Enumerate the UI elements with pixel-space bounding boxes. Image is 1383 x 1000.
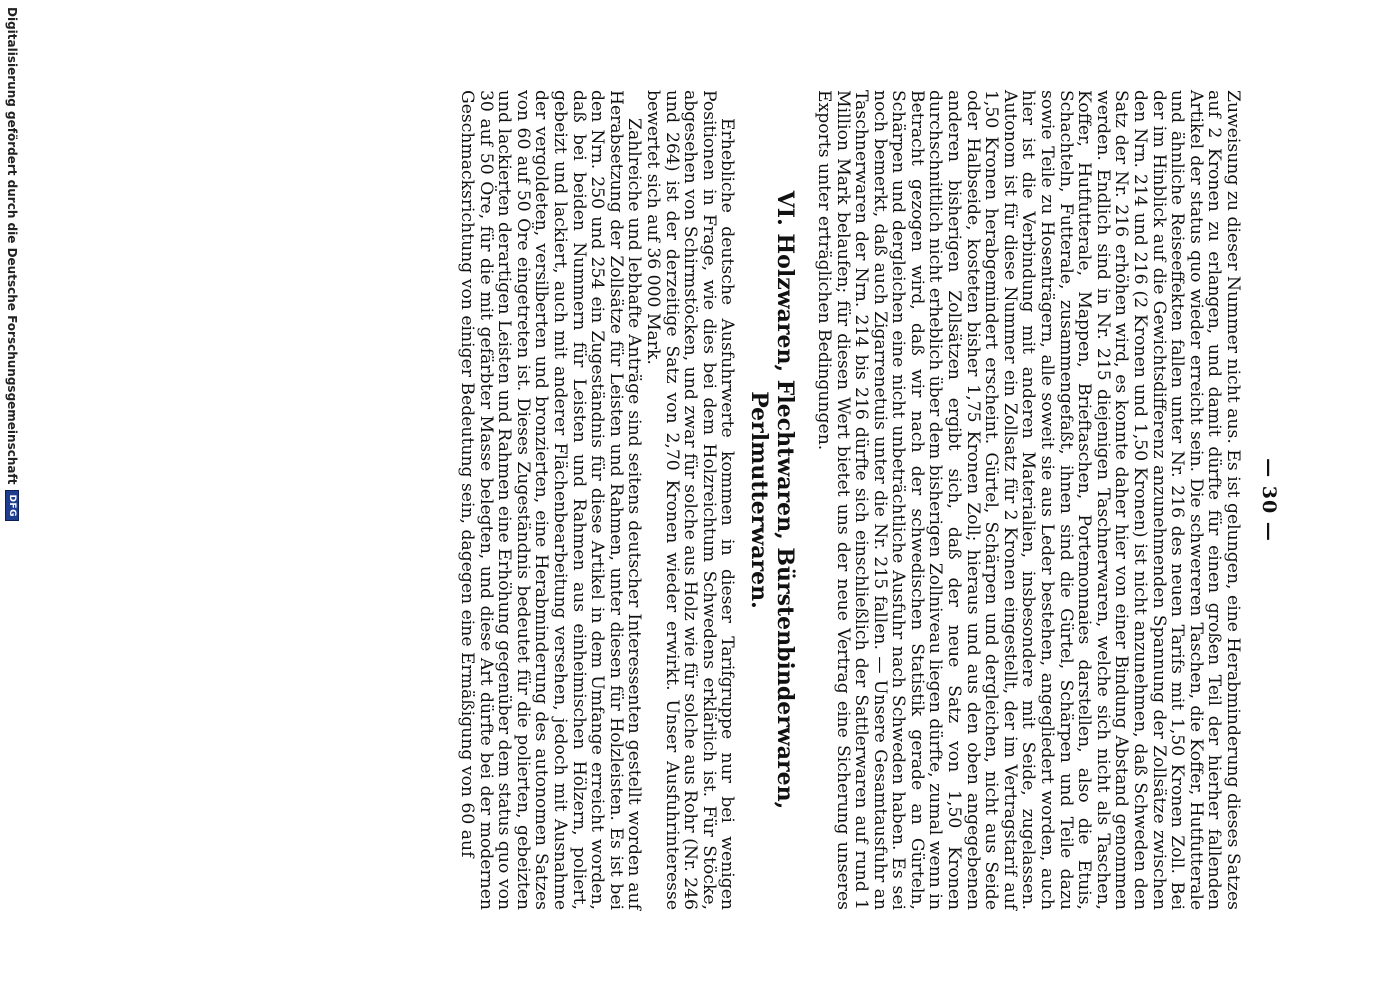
digitization-footer: [0, 0, 22, 1000]
footer-text: Digitalisierung gefördert durch die Deutsche Forschungsgemeinschaft: [5, 7, 19, 485]
page-number: — 30 —: [1258, 458, 1280, 542]
section-heading-line-1: VI. Holzwaren, Flechtwaren, Bürstenbinderwaren,: [772, 190, 799, 810]
section-heading-line-2: Perlmutterwaren.: [746, 391, 773, 609]
paragraph-taschnerwaren: Zuweisung zu dieser Nummer nicht aus. Es ist gelungen, eine Herabminderung dieses Satzes auf 2 Kronen zu erlangen, und damit dürfte für einen großen Teil der hierher fallenden Artikel der status quo wieder erreicht sein. Die schwereren Taschen, die Koffer, Hutfutterale und ähnliche Reiseeffekten fallen unter Nr. 216 des neuen Tarifs mit 1,50 Kronen Zoll. Bei der im Hinblick auf die Gewichtsdifferenz anzunehmenden Spannung der Zollsätze zwischen den Nrn. 214 und 216 (2 Kronen und 1,50 Kronen) ist nicht anzunehmen, daß Schweden den Satz der Nr. 216 erhöhen wird, es konnte daher hier von einer Bindung Abstand genommen werden. Endlich sind in Nr. 215 diejenigen Taschnerwaren, welche sich nicht als Taschen, Koffer, Hutfutterale, Mappen, Brieftaschen, Portemonnaies darstellen, also die Etuis, Schachteln, Futterale, zusammengefaßt, ihnen sind die Gürtel, Schärpen und Teile dazu sowie Teile zu Hosenträgern, alle soweit sie aus Leder bestehen, angegliedert worden, auch hier ist die Verbindung mit anderen Materialien, insbesondere mit Seide, zugelassen. Autonom ist für diese Nummer ein Zollsatz für 2 Kronen eingestellt, der im Vertragstarif auf 1,50 Kronen herabgemindert erscheint. Gürtel, Schärpen und dergleichen, nicht aus Seide oder Halbseide, kosteten bisher 1,75 Kronen Zoll; hieraus und aus den oben angegebenen anderen bisherigen Zollsätzen ergibt sich, daß der neue Satz von 1,50 Kronen durchschnittlich nicht erheblich über dem bisherigen Zollniveau liegen dürfte, zumal wenn in Betracht gezogen wird, daß wir nach der schwedischen Statistik gerade an Gürteln, Schärpen und dergleichen eine nicht unbeträchtliche Ausfuhr nach Schweden haben. Es sei noch bemerkt, daß auch Zigarrenetuis unter die Nr. 215 fallen. — Unsere Gesamtausfuhr an Taschnerwaren der Nrn. 214 bis 216 dürfte sich einschließlich der Sattlerwaren auf rund 1 Million Mark belaufen; für diesen Wert bietet uns der neue Vertrag eine Sicherung unseres Exports unter erträglichen Bedingungen.: [813, 90, 1243, 910]
document-page: [150, 90, 1280, 910]
paragraph-holzwaren-intro: Erhebliche deutsche Ausfuhrwerte kommen in dieser Tarifgruppe nur bei wenigen Positionen in Frage, wie dies bei dem Holzreichtum Schwedens erklärlich ist. Für Stöcke, abgesehen von Schirmstöcken, und zwar für solche aus Holz wie für solche aus Rohr (Nr. 246 und 264) ist der derzeitige Satz von 2,70 Kronen wieder erwirkt. Unser Ausfuhrinteresse bewertet sich auf 36 000 Mark.: [642, 90, 738, 910]
section-heading: [746, 90, 798, 910]
dfg-logo-icon: DFG: [5, 490, 19, 521]
paragraph-leisten-rahmen: Zahlreiche und lebhafte Anträge sind seitens deutscher Interessenten gestellt worden auf Herabsetzung der Zollsätze für Leisten und Rahmen, unter diesen für Holzleisten. Es ist bei den Nrn. 250 und 254 ein Zugeständnis für diese Artikel in dem Umfange erreicht worden, daß bei beiden Nummern für Leisten und Rahmen aus einheimischen Hölzern, poliert, gebeizt und lackiert, auch mit anderer Flächenbearbeitung versehen, jedoch mit Ausnahme der vergoldeten, versilberten und bronzierten, eine Herabminderung des autonomen Satzes von 60 auf 50 Öre eingetreten ist. Dieses Zugeständnis bedeutet für die polierten, gebeizten und lackierten derartigen Leisten und Rahmen eine Erhöhung gegenüber dem status quo von 30 auf 50 Öre, für die mit gefärbter Masse belegten, und diese Art dürfte bei der modernen Geschmacksrichtung von einiger Bedeutung sein, dagegen eine Ermäßigung von 60 auf: [457, 90, 645, 910]
